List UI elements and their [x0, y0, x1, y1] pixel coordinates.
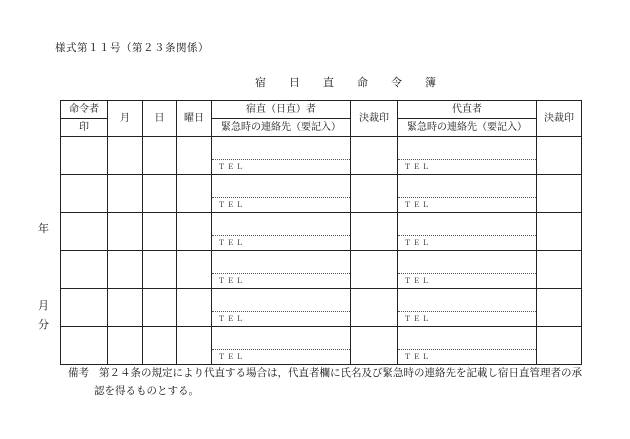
commander-seal-cell[interactable] [61, 137, 108, 175]
header-row-1 [61, 101, 582, 119]
tel-label: ＴＥＬ [218, 239, 245, 247]
header-substitute: 代直者 [398, 101, 537, 119]
substitute-approval-seal-cell[interactable] [537, 289, 582, 327]
month-cell[interactable] [108, 175, 143, 213]
header-month: 月 [108, 101, 143, 137]
month-cell[interactable] [108, 251, 143, 289]
substitute-contact-cell[interactable] [398, 289, 537, 327]
month-cell[interactable] [108, 289, 143, 327]
day-cell[interactable] [143, 327, 177, 365]
commander-seal-cell[interactable] [61, 289, 108, 327]
day-cell[interactable] [143, 289, 177, 327]
month-cell[interactable] [108, 213, 143, 251]
name-entry-area[interactable] [212, 327, 350, 350]
commander-seal-cell[interactable] [61, 251, 108, 289]
tel-label: ＴＥＬ [404, 163, 431, 171]
substitute-approval-seal-cell[interactable] [537, 327, 582, 365]
table-row [61, 251, 582, 289]
weekday-cell[interactable] [177, 289, 212, 327]
header-substitute-approval-seal: 決裁印 [537, 101, 582, 137]
duty-person-contact-cell[interactable] [212, 175, 351, 213]
name-entry-area[interactable] [398, 175, 536, 198]
table-row [61, 289, 582, 327]
day-cell[interactable] [143, 137, 177, 175]
tel-label: ＴＥＬ [218, 201, 245, 209]
tel-label: ＴＥＬ [218, 277, 245, 285]
commander-seal-cell[interactable] [61, 175, 108, 213]
name-entry-area[interactable] [212, 251, 350, 274]
substitute-contact-cell[interactable] [398, 213, 537, 251]
duty-person-contact-cell[interactable] [212, 327, 351, 365]
side-label-month: 月 [38, 299, 49, 312]
table-row [61, 137, 582, 175]
header-commander: 命令者 [61, 101, 108, 119]
tel-label: ＴＥＬ [218, 353, 245, 361]
side-label-day: 分 [38, 318, 49, 331]
duty-person-contact-cell[interactable] [212, 289, 351, 327]
tel-label: ＴＥＬ [218, 315, 245, 323]
remarks-label: 備考 [68, 367, 89, 379]
approval-seal-cell[interactable] [351, 251, 398, 289]
tel-label: ＴＥＬ [404, 353, 431, 361]
table-row [61, 327, 582, 365]
header-seal: 印 [61, 119, 108, 137]
name-entry-area[interactable] [398, 327, 536, 350]
weekday-cell[interactable] [177, 175, 212, 213]
approval-seal-cell[interactable] [351, 289, 398, 327]
remarks-line-2: 認を得るものとする。 [94, 385, 199, 397]
name-entry-area[interactable] [398, 289, 536, 312]
duty-person-contact-cell[interactable] [212, 137, 351, 175]
duty-register-table [60, 100, 582, 365]
table-row [61, 175, 582, 213]
header-substitute-emergency-contact: 緊急時の連絡先（要記入） [398, 119, 537, 137]
weekday-cell[interactable] [177, 213, 212, 251]
weekday-cell[interactable] [177, 137, 212, 175]
tel-label: ＴＥＬ [404, 201, 431, 209]
tel-label: ＴＥＬ [404, 315, 431, 323]
weekday-cell[interactable] [177, 251, 212, 289]
header-duty-person: 宿直（日直）者 [212, 101, 351, 119]
substitute-approval-seal-cell[interactable] [537, 213, 582, 251]
name-entry-area[interactable] [212, 175, 350, 198]
remarks-line-1: 第２４条の規定により代直する場合は，代直者欄に氏名及び緊急時の連絡先を記載し宿日直管理者の承 [99, 367, 582, 379]
approval-seal-cell[interactable] [351, 175, 398, 213]
substitute-approval-seal-cell[interactable] [537, 137, 582, 175]
header-weekday: 曜日 [177, 101, 212, 137]
commander-seal-cell[interactable] [61, 327, 108, 365]
form-number: 様式第１１号（第２３条関係） [55, 42, 209, 54]
header-day: 日 [143, 101, 177, 137]
side-label-year: 年 [38, 222, 49, 235]
day-cell[interactable] [143, 213, 177, 251]
substitute-contact-cell[interactable] [398, 327, 537, 365]
duty-person-contact-cell[interactable] [212, 251, 351, 289]
name-entry-area[interactable] [398, 213, 536, 236]
tel-label: ＴＥＬ [218, 163, 245, 171]
approval-seal-cell[interactable] [351, 213, 398, 251]
register-body [61, 137, 582, 365]
header-emergency-contact: 緊急時の連絡先（要記入） [212, 119, 351, 137]
approval-seal-cell[interactable] [351, 327, 398, 365]
substitute-approval-seal-cell[interactable] [537, 175, 582, 213]
substitute-approval-seal-cell[interactable] [537, 251, 582, 289]
name-entry-area[interactable] [212, 137, 350, 160]
substitute-contact-cell[interactable] [398, 251, 537, 289]
name-entry-area[interactable] [398, 251, 536, 274]
name-entry-area[interactable] [212, 213, 350, 236]
weekday-cell[interactable] [177, 327, 212, 365]
tel-label: ＴＥＬ [404, 239, 431, 247]
document-title: 宿 日 直 命 令 簿 [255, 76, 442, 89]
substitute-contact-cell[interactable] [398, 137, 537, 175]
day-cell[interactable] [143, 251, 177, 289]
tel-label: ＴＥＬ [404, 277, 431, 285]
name-entry-area[interactable] [398, 137, 536, 160]
duty-person-contact-cell[interactable] [212, 213, 351, 251]
header-approval-seal: 決裁印 [351, 101, 398, 137]
day-cell[interactable] [143, 175, 177, 213]
name-entry-area[interactable] [212, 289, 350, 312]
table-row [61, 213, 582, 251]
remarks [68, 364, 588, 400]
month-cell[interactable] [108, 327, 143, 365]
approval-seal-cell[interactable] [351, 137, 398, 175]
month-cell[interactable] [108, 137, 143, 175]
substitute-contact-cell[interactable] [398, 175, 537, 213]
commander-seal-cell[interactable] [61, 213, 108, 251]
